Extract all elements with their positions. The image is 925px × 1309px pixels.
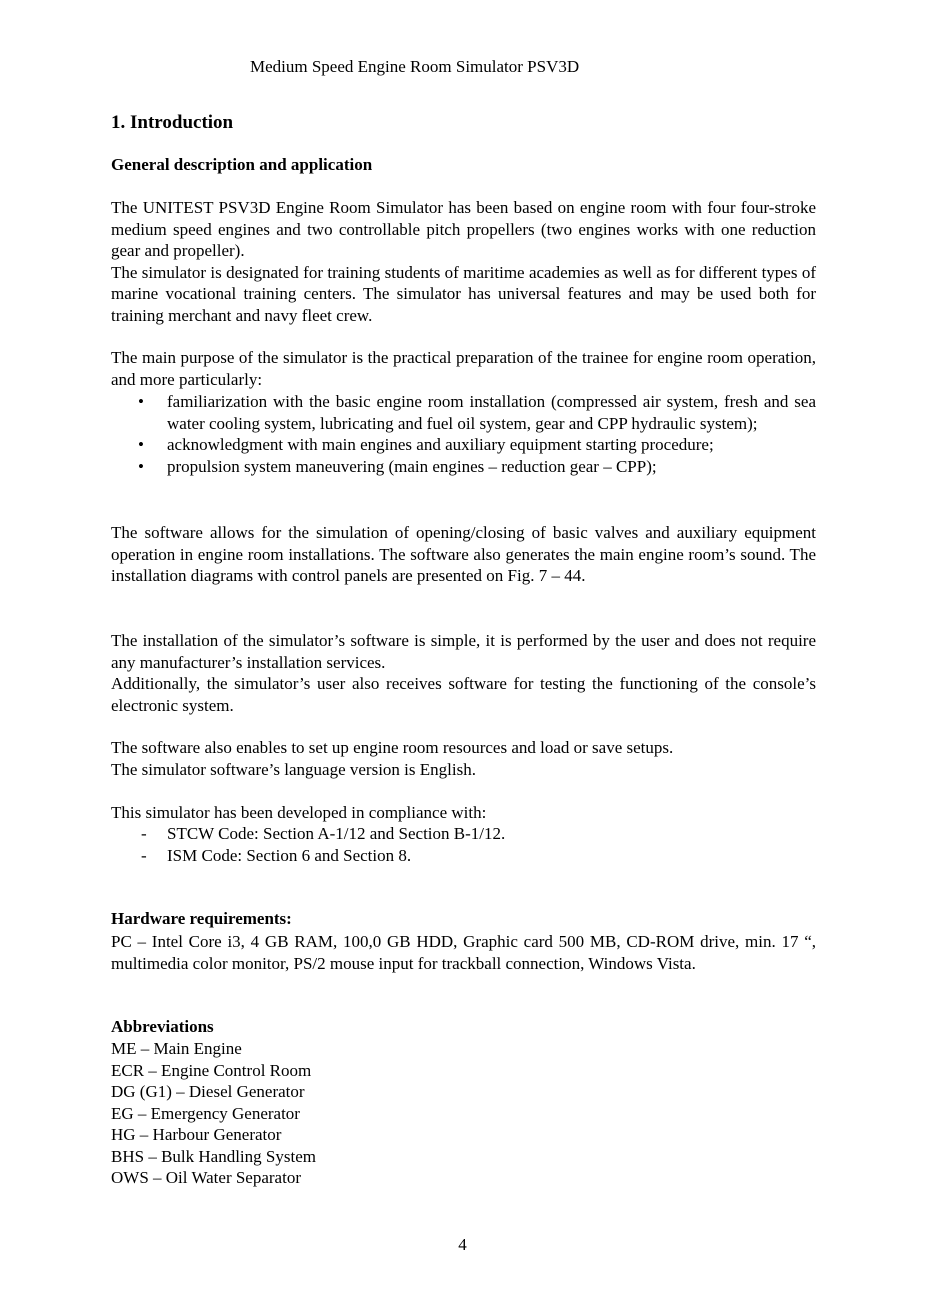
intro-paragraphs: [111, 197, 816, 326]
bullet-icon: •: [138, 456, 144, 476]
list-item: OWS – Oil Water Separator: [111, 1168, 301, 1187]
abbreviations-title: Abbreviations: [111, 1017, 214, 1036]
setup-lines: [111, 737, 816, 780]
purpose-list: [111, 391, 816, 477]
list-item: • propulsion system maneuvering (main engines – reduction gear – CPP);: [138, 456, 657, 476]
list-item: EG – Emergency Generator: [111, 1103, 300, 1123]
list-item: ME – Main Engine: [111, 1039, 242, 1058]
list-item: ECR – Engine Control Room: [111, 1060, 312, 1080]
intro-paragraph-1: The UNITEST PSV3D Engine Room Simulator has been based on engine room with four four-stroke medium speed engines and two controllable pitch propellers (two engines works with one reduction gear and propeller).: [111, 198, 816, 260]
list-item: HG – Harbour Generator: [111, 1125, 282, 1144]
purpose-paragraph: The main purpose of the simulator is the practical preparation of the trainee for engine room operation, and more particularly:: [111, 348, 816, 389]
list-item: - STCW Code: Section A-1/12 and Section B-1/12.: [141, 824, 506, 843]
hardware-paragraph: PC – Intel Core i3, 4 GB RAM, 100,0 GB HDD, Graphic card 500 MB, CD-ROM drive, min. 17 “, multimedia color monitor, PS/2 mouse input for trackball connection, Windows Vista.: [111, 932, 816, 973]
compliance-paragraph: This simulator has been developed in compliance with:: [111, 803, 487, 822]
language-line: The simulator software’s language version is English.: [111, 759, 476, 779]
page-number: 4: [458, 1235, 467, 1254]
hardware-title: Hardware requirements:: [111, 909, 292, 928]
compliance-list: [111, 823, 816, 866]
abbreviations-list: [111, 1038, 816, 1189]
install-paragraph-2: Additionally, the simulator’s user also receives software for testing the functioning of the console’s electronic system.: [111, 674, 816, 715]
list-item: DG (G1) – Diesel Generator: [111, 1082, 305, 1101]
software-paragraph: The software allows for the simulation of opening/closing of basic valves and auxiliary equipment operation in engine room installations. The software also generates the main engine room’s sound. The installation diagrams with control panels are presented on Fig. 7 – 44.: [111, 523, 816, 585]
install-paragraphs: [111, 630, 816, 716]
dash-icon: -: [141, 845, 147, 865]
list-item: • acknowledgment with main engines and auxiliary equipment starting procedure;: [138, 435, 714, 454]
bullet-icon: •: [138, 392, 144, 411]
list-item: - ISM Code: Section 6 and Section 8.: [141, 845, 412, 865]
list-item: BHS – Bulk Handling System: [111, 1146, 316, 1166]
dash-icon: -: [141, 824, 147, 843]
bullet-icon: •: [138, 435, 144, 454]
section-title: 1. Introduction: [111, 112, 234, 133]
install-paragraph-1: The installation of the simulator’s software is simple, it is performed by the user and does not require any manufacturer’s installation services.: [111, 631, 816, 672]
subsection-title: General description and application: [111, 155, 373, 174]
intro-paragraph-2: The simulator is designated for training students of maritime academies as well as for different types of marine vocational training centers. The simulator has universal features and may be used both for training merchant and navy fleet crew.: [111, 262, 816, 325]
list-item: • familiarization with the basic engine room installation (compressed air system, fresh and sea water cooling system, lubricating and fuel oil system, gear and CPP hydraulic system);: [138, 392, 816, 433]
running-header: Medium Speed Engine Room Simulator PSV3D: [250, 57, 580, 76]
setup-line: The software also enables to set up engine room resources and load or save setups.: [111, 738, 674, 757]
